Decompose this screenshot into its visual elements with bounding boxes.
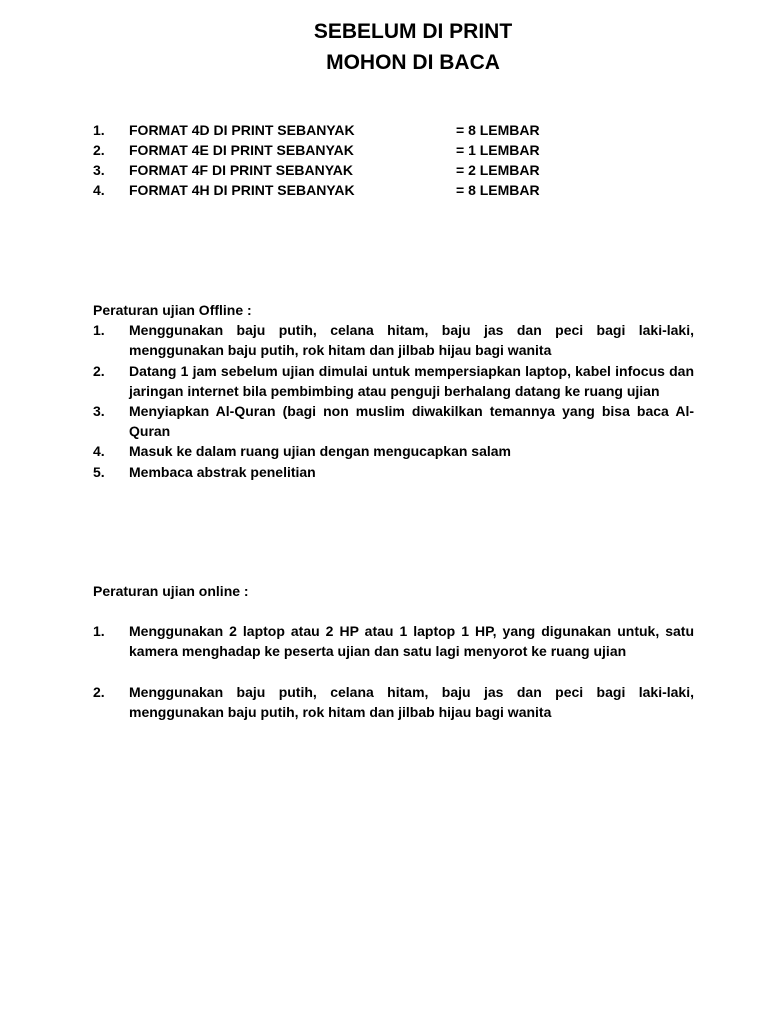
- item-number: 5.: [93, 463, 105, 480]
- list-item: [93, 401, 694, 441]
- format-row: [93, 120, 573, 140]
- online-rules-list: [93, 621, 694, 722]
- page-title-line2: MOHON DI BACA: [326, 51, 500, 74]
- item-number: 2.: [93, 683, 105, 700]
- format-label: FORMAT 4D DI PRINT SEBANYAK: [129, 122, 355, 138]
- format-quantity: = 1 LEMBAR: [456, 142, 540, 158]
- item-number: 1.: [93, 322, 105, 339]
- format-quantity: = 8 LEMBAR: [456, 182, 540, 198]
- list-item: [93, 682, 694, 722]
- format-row: [93, 180, 573, 200]
- format-row: [93, 160, 573, 180]
- item-number: 3.: [93, 403, 105, 420]
- item-text: Menyiapkan Al-Quran (bagi non muslim diwakilkan temannya yang bisa baca Al-Quran: [129, 403, 694, 440]
- offline-rules-list: [93, 320, 694, 482]
- offline-rules-section: [93, 300, 694, 482]
- format-number: 3.: [93, 162, 105, 178]
- item-number: 2.: [93, 362, 105, 379]
- format-list: [93, 120, 573, 200]
- format-label: FORMAT 4H DI PRINT SEBANYAK: [129, 182, 355, 198]
- item-text: Datang 1 jam sebelum ujian dimulai untuk mempersiapkan laptop, kabel infocus dan jaringan internet bila pembimbing atau penguji berhalang datang ke ruang ujian: [129, 362, 694, 399]
- offline-rules-heading: Peraturan ujian Offline :: [93, 302, 252, 318]
- online-rules-heading: Peraturan ujian online :: [93, 583, 249, 599]
- page-title-line1: SEBELUM DI PRINT: [313, 20, 513, 43]
- format-row: [93, 140, 573, 160]
- list-item: [93, 462, 694, 482]
- item-text: Menggunakan baju putih, celana hitam, baju jas dan peci bagi laki-laki, menggunakan baju putih, rok hitam dan jilbab hijau bagi wanita: [129, 322, 694, 359]
- item-text: Menggunakan 2 laptop atau 2 HP atau 1 laptop 1 HP, yang digunakan untuk, satu kamera menghadap ke peserta ujian dan satu lagi menyorot ke ruang ujian: [129, 623, 694, 660]
- format-number: 4.: [93, 182, 105, 198]
- format-label: FORMAT 4F DI PRINT SEBANYAK: [129, 162, 354, 178]
- list-item: [93, 621, 694, 661]
- format-number: 1.: [93, 122, 105, 138]
- item-text: Masuk ke dalam ruang ujian dengan mengucapkan salam: [129, 443, 512, 460]
- format-quantity: = 8 LEMBAR: [456, 122, 540, 138]
- item-text: Menggunakan baju putih, celana hitam, baju jas dan peci bagi laki-laki, menggunakan baju putih, rok hitam dan jilbab hijau bagi wanita: [129, 683, 694, 720]
- item-text: Membaca abstrak penelitian: [129, 463, 316, 480]
- item-number: 1.: [93, 623, 105, 640]
- list-item: [93, 441, 694, 461]
- format-number: 2.: [93, 142, 105, 158]
- format-label: FORMAT 4E DI PRINT SEBANYAK: [129, 142, 354, 158]
- list-item: [93, 361, 694, 401]
- format-quantity: = 2 LEMBAR: [456, 162, 540, 178]
- item-number: 4.: [93, 443, 105, 460]
- list-item: [93, 320, 694, 360]
- online-rules-section: [93, 581, 694, 722]
